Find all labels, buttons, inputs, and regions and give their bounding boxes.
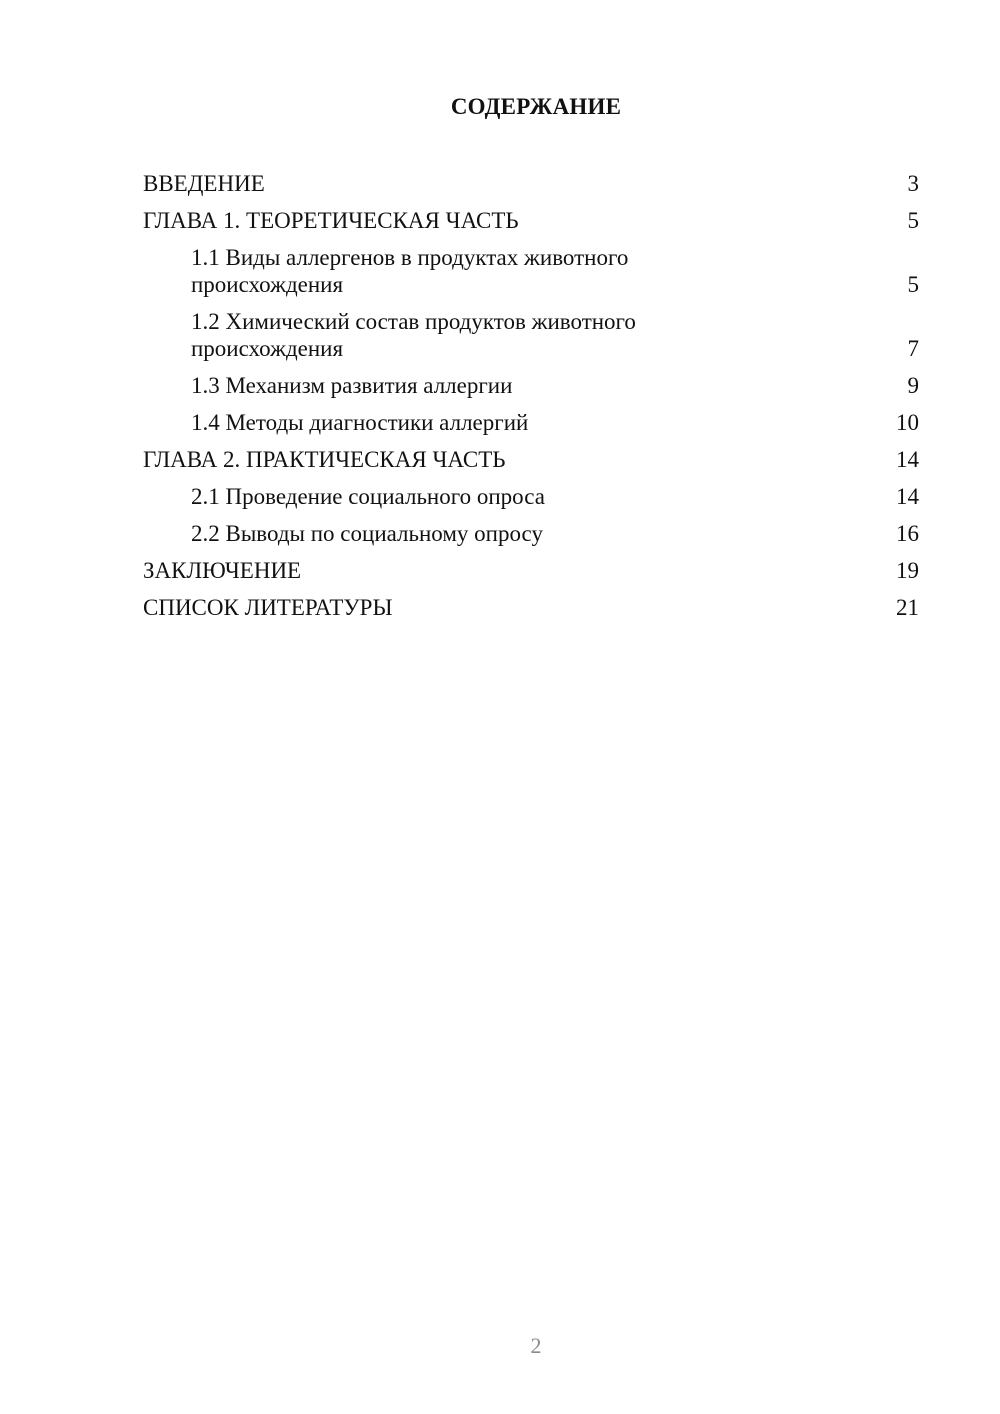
- toc-entry-label: 1.1 Виды аллергенов в продуктах животного происхождения: [191, 245, 629, 297]
- toc-entry-section-2-2[interactable]: [143, 520, 919, 547]
- toc-entry-label: ЗАКЛЮЧЕНИЕ: [143, 558, 302, 583]
- toc-entry-label: 1.3 Механизм развития аллергии: [191, 373, 513, 398]
- toc-entry-label: 2.1 Проведение социального опроса: [191, 484, 545, 509]
- toc-entry-page: 21: [896, 595, 919, 620]
- toc-entry-section-1-1[interactable]: [143, 244, 919, 298]
- toc-entry-label: 1.2 Химический состав продуктов животного происхождения: [191, 309, 636, 361]
- toc-entry-section-1-3[interactable]: [143, 372, 919, 399]
- toc-entry-introduction[interactable]: [143, 170, 919, 197]
- toc-entry-chapter-1[interactable]: [143, 207, 919, 234]
- toc-entry-page: 16: [896, 521, 919, 546]
- toc-entry-references[interactable]: [143, 594, 919, 621]
- toc-entry-page: 3: [907, 171, 919, 196]
- page-number: 2: [530, 1333, 542, 1358]
- table-of-contents: [143, 170, 919, 631]
- toc-entry-label: 1.4 Методы диагностики аллергий: [191, 410, 529, 435]
- toc-entry-section-2-1[interactable]: [143, 483, 919, 510]
- toc-entry-section-1-2[interactable]: [143, 308, 919, 362]
- toc-entry-page: 10: [896, 410, 919, 435]
- toc-entry-section-1-4[interactable]: [143, 409, 919, 436]
- toc-entry-page: 14: [896, 484, 919, 509]
- toc-entry-page: 7: [907, 336, 919, 361]
- toc-entry-label: 2.2 Выводы по социальному опросу: [191, 521, 543, 546]
- toc-entry-page: 5: [907, 272, 919, 297]
- toc-entry-chapter-2[interactable]: [143, 446, 919, 473]
- page-title: СОДЕРЖАНИЕ: [450, 94, 622, 119]
- toc-entry-label: ГЛАВА 1. ТЕОРЕТИЧЕСКАЯ ЧАСТЬ: [143, 208, 519, 233]
- toc-entry-page: 9: [907, 373, 919, 398]
- toc-entry-page: 19: [896, 558, 919, 583]
- toc-entry-conclusion[interactable]: [143, 557, 919, 584]
- toc-entry-label: ГЛАВА 2. ПРАКТИЧЕСКАЯ ЧАСТЬ: [143, 447, 506, 472]
- toc-entry-page: 5: [907, 208, 919, 233]
- toc-entry-label: ВВЕДЕНИЕ: [143, 171, 265, 196]
- toc-entry-page: 14: [896, 447, 919, 472]
- toc-entry-label: СПИСОК ЛИТЕРАТУРЫ: [143, 595, 393, 620]
